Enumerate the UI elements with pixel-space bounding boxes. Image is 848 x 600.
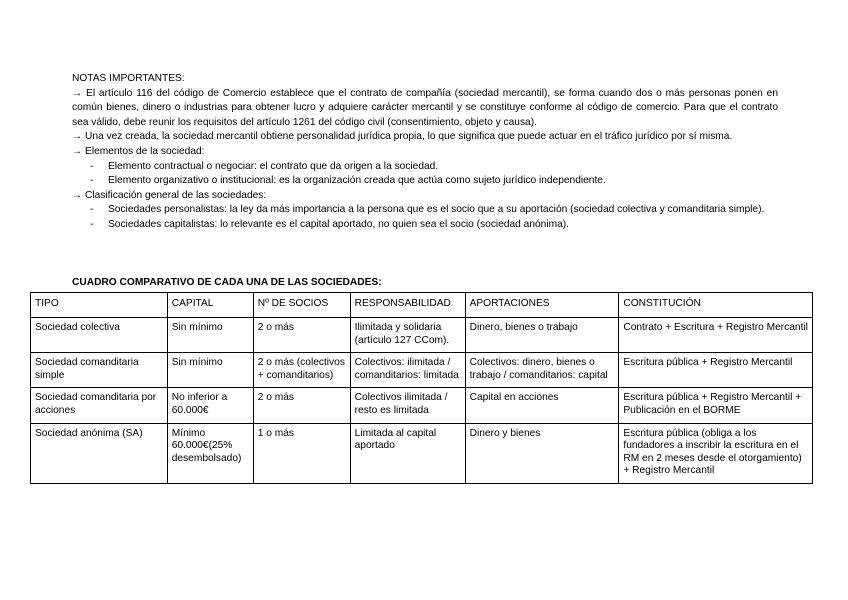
table-cell: Contrato + Escritura + Registro Mercantil xyxy=(619,318,813,353)
table-cell: Sin mínimo xyxy=(167,353,253,388)
table-cell: Sociedad colectiva xyxy=(31,318,168,353)
table-title: CUADRO COMPARATIVO DE CADA UNA DE LAS SOCIEDADES: xyxy=(72,277,382,288)
column-header-capital: CAPITAL xyxy=(167,293,253,318)
table-cell: Sociedad comanditaria por acciones xyxy=(31,388,168,423)
list-item xyxy=(72,203,778,218)
list-item xyxy=(72,174,778,189)
notes-paragraph-legal-personality: → Una vez creada, la sociedad mercantil obtiene personalidad jurídica propia, lo que significa que puede actuar en el tráfico jurídico por sí misma. xyxy=(72,131,733,143)
table-row xyxy=(31,318,813,353)
list-item-text: Elemento organizativo o institucional: es la organización creada que actúa como sujeto jurídico independiente. xyxy=(108,175,606,187)
table-cell: Capital en acciones xyxy=(465,388,619,423)
table-cell: 2 o más (colectivos + comanditarios) xyxy=(253,353,350,388)
column-header-socios: Nº DE SOCIOS xyxy=(253,293,350,318)
table-cell: Dinero, bienes o trabajo xyxy=(465,318,619,353)
elements-list xyxy=(72,160,778,189)
dash-bullet: - xyxy=(90,218,94,230)
table-cell: Sociedad anónima (SA) xyxy=(31,423,168,483)
classification-heading: → Clasificación general de las sociedades: xyxy=(72,189,267,201)
list-item xyxy=(72,160,778,175)
table-cell: No inferior a 60.000€ xyxy=(167,388,253,423)
table-row xyxy=(31,388,813,423)
table-cell: 2 o más xyxy=(253,318,350,353)
table-cell: Sin mínimo xyxy=(167,318,253,353)
table-cell: Mínimo 60.000€(25% desembolsado) xyxy=(167,423,253,483)
column-header-constitucion: CONSTITUCIÓN xyxy=(619,293,813,318)
table-cell: Limitada al capital aportado xyxy=(350,423,465,483)
notes-section xyxy=(72,72,778,233)
dash-bullet: - xyxy=(90,204,94,216)
notes-paragraph-article-116: → El artículo 116 del código de Comercio establece que el contrato de compañía (sociedad mercantil), se forma cuando dos o más personas ponen en común bienes, dinero o industrias para obtener lucro y adquiere carácter mercantil y se constituye conforme al código de comercio. Para que el contrato sea válido, debe reunir los requisitos del artículo 1261 del código civil (consentimiento, objeto y causa). xyxy=(72,87,778,128)
list-item-text: Sociedades personalistas: la ley da más importancia a la persona que es el socio que a su aportación (sociedad colectiva y comanditaria simple). xyxy=(108,204,765,216)
classification-list xyxy=(72,203,778,232)
table-cell: Ilimitada y solidaria (artículo 127 CCom). xyxy=(350,318,465,353)
table-row xyxy=(31,353,813,388)
notes-heading: NOTAS IMPORTANTES: xyxy=(72,73,185,84)
table-cell: Colectivos: ilimitada / comanditarios: limitada xyxy=(350,353,465,388)
table-cell: Dinero y bienes xyxy=(465,423,619,483)
table-cell: Escritura pública + Registro Mercantil + Publicación en el BORME xyxy=(619,388,813,423)
comparison-table xyxy=(30,292,813,484)
list-item-text: Elemento contractual o negociar: el contrato que da origen a la sociedad. xyxy=(108,160,439,172)
table-cell: Escritura pública (obliga a los fundadores a inscribir la escritura en el RM en 2 meses desde el otorgamiento) + Registro Mercantil xyxy=(619,423,813,483)
table-row xyxy=(31,423,813,483)
table-cell: Sociedad comanditaria simple xyxy=(31,353,168,388)
table-cell: 1 o más xyxy=(253,423,350,483)
table-cell: Colectivos ilimitada / resto es limitada xyxy=(350,388,465,423)
table-cell: Escritura pública + Registro Mercantil xyxy=(619,353,813,388)
list-item-text: Sociedades capitalistas: lo relevante es el capital aportado, no quien sea el socio (sociedad anónima). xyxy=(108,218,569,230)
table-cell: 2 o más xyxy=(253,388,350,423)
table-cell: Colectivos: dinero, bienes o trabajo / comanditarios: capital xyxy=(465,353,619,388)
column-header-tipo: TIPO xyxy=(31,293,168,318)
dash-bullet: - xyxy=(90,175,94,187)
list-item xyxy=(72,218,778,233)
column-header-aportaciones: APORTACIONES xyxy=(465,293,619,318)
dash-bullet: - xyxy=(90,160,94,172)
table-header-row xyxy=(31,293,813,318)
column-header-responsabilidad: RESPONSABILIDAD xyxy=(350,293,465,318)
elements-heading: → Elementos de la sociedad: xyxy=(72,145,205,157)
